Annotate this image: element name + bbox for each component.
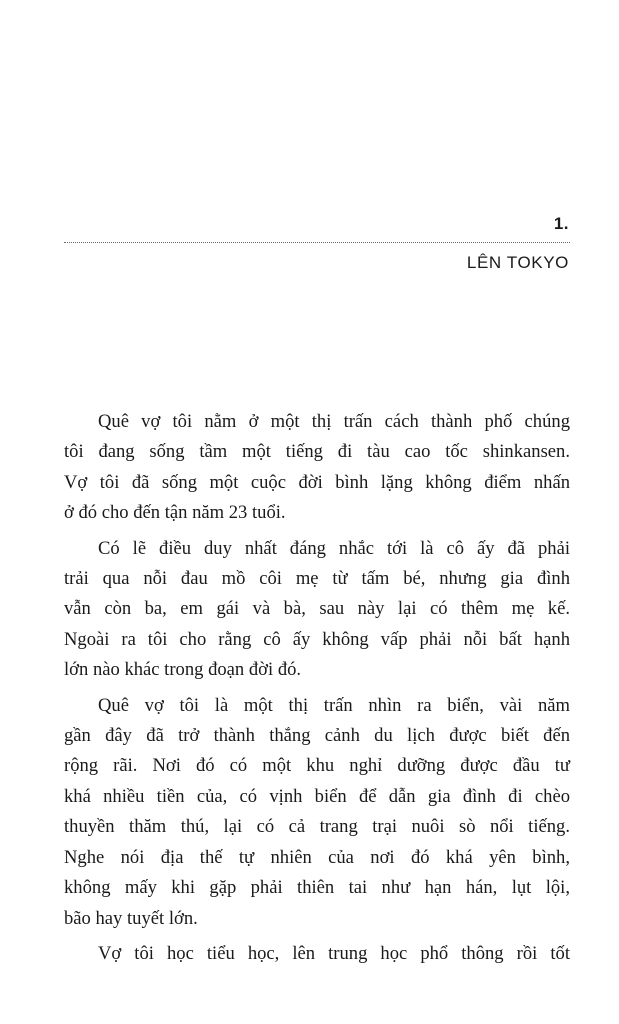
text-line: không mấy khi gặp phải thiên tai như hạn hán, lụt lội,: [64, 877, 570, 899]
text-line: lớn nào khác trong đoạn đời đó.: [64, 659, 302, 681]
body-text: [64, 407, 570, 969]
paragraph: [64, 407, 570, 529]
chapter-divider: [64, 242, 570, 243]
text-line: bão hay tuyết lớn.: [64, 907, 198, 929]
chapter-number: 1.: [553, 214, 569, 233]
text-line: tôi đang sống tầm một tiếng đi tàu cao tốc shinkansen.: [64, 441, 570, 463]
text-line: khá nhiều tiền của, có vịnh biển để dẫn gia đình đi chèo: [64, 785, 570, 807]
paragraph: [64, 691, 570, 934]
text-line: thuyền thăm thú, lại có cả trang trại nuôi sò nổi tiếng.: [64, 816, 570, 838]
text-line: Ngoài ra tôi cho rằng cô ấy không vấp phải nỗi bất hạnh: [64, 628, 570, 650]
text-line: Quê vợ tôi nằm ở một thị trấn cách thành phố chúng: [98, 411, 570, 432]
text-line: Có lẽ điều duy nhất đáng nhắc tới là cô ấy đã phải: [98, 537, 570, 559]
paragraph: [64, 939, 570, 969]
text-line: rộng rãi. Nơi đó có một khu nghỉ dưỡng được đầu tư: [64, 755, 570, 777]
text-line: Nghe nói địa thế tự nhiên của nơi đó khá yên bình,: [64, 846, 570, 868]
text-line: trải qua nỗi đau mồ côi mẹ từ tấm bé, nhưng gia đình: [64, 568, 570, 590]
text-line: gần đây đã trở thành thắng cảnh du lịch được biết đến: [64, 725, 570, 747]
text-line: ở đó cho đến tận năm 23 tuổi.: [64, 502, 286, 524]
chapter-title: LÊN TOKYO: [466, 253, 569, 272]
text-line: Quê vợ tôi là một thị trấn nhìn ra biển, vài năm: [98, 694, 570, 716]
text-line: vẫn còn ba, em gái và bà, sau này lại có thêm mẹ kế.: [64, 598, 570, 620]
text-line: Vợ tôi đã sống một cuộc đời bình lặng không điểm nhấn: [64, 471, 570, 493]
text-line: Vợ tôi học tiểu học, lên trung học phổ thông rồi tốt: [98, 942, 570, 964]
paragraph: [64, 534, 570, 686]
